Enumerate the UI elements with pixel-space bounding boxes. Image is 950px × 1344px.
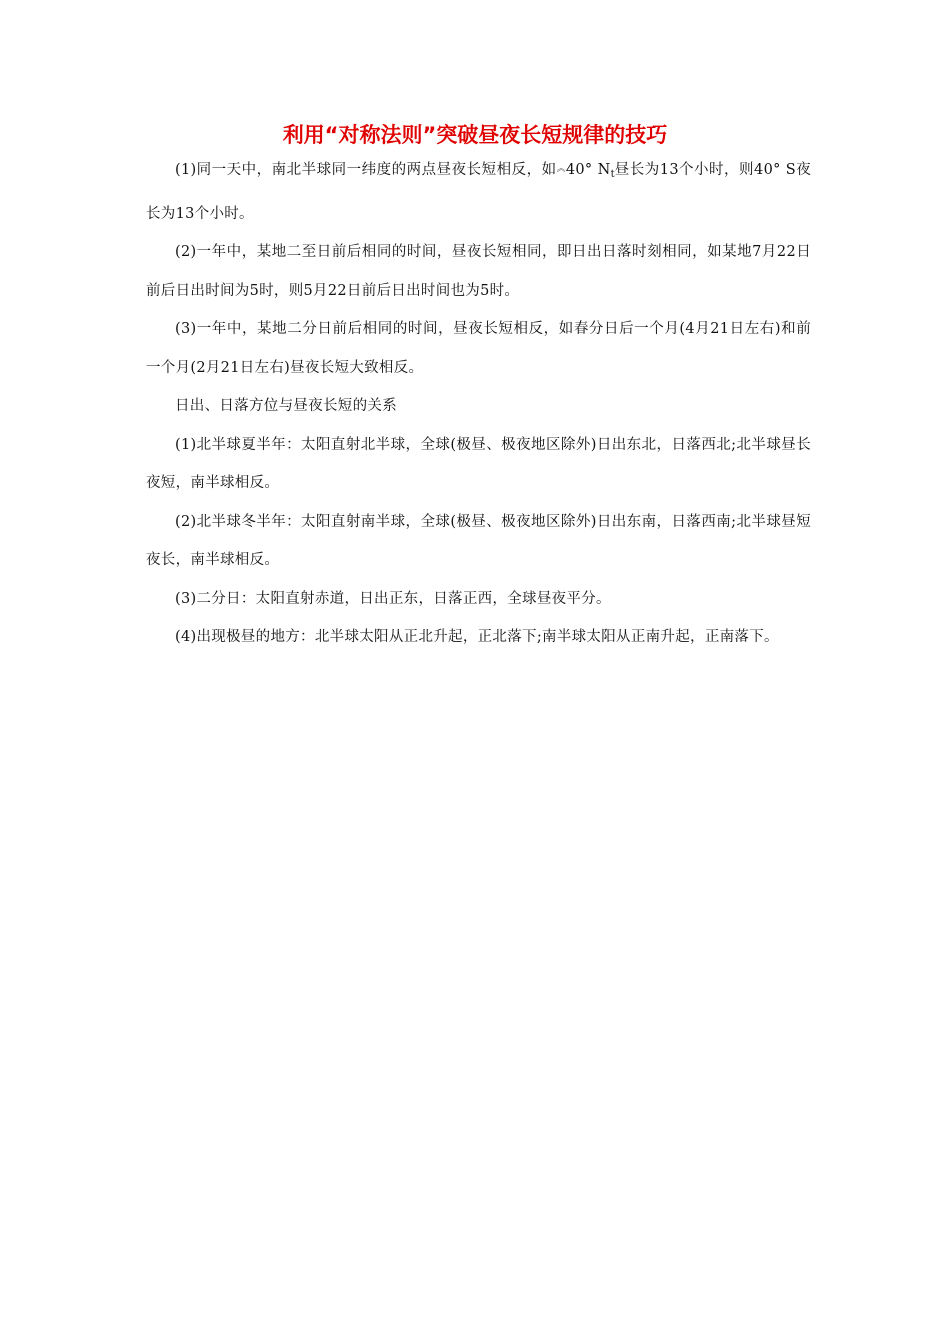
paragraph-1-text-a: (1)同一天中，南北半球同一纬度的两点昼夜长短相反，如 [175,162,557,178]
paragraph-6: (2)北半球冬半年：太阳直射南半球，全球(极昼、极夜地区除外)日出东南，日落西南;北半球昼短夜长，南半球相反。 [146,513,811,568]
paragraph-1 [146,150,811,233]
paragraph-7: (3)二分日：太阳直射赤道，日出正东，日落正西，全球昼夜平分。 [175,590,611,607]
section-heading: 日出、日落方位与昼夜长短的关系 [175,398,397,414]
paragraph-2: (2)一年中，某地二至日前后相同的时间，昼夜长短相同，即日出日落时刻相同，如某地7月22日前后日出时间为5时，则5月22日前后日出时间也为5时。 [146,244,811,299]
document-body [146,150,811,657]
paragraph-5: (1)北半球夏半年：太阳直射北半球，全球(极昼、极夜地区除外)日出东北，日落西北;北半球昼长夜短，南半球相反。 [146,436,811,491]
paragraph-3: (3)一年中，某地二分日前后相同的时间，昼夜长短相反，如春分日后一个月(4月21日左右)和前一个月(2月21日左右)昼夜长短大致相反。 [146,321,811,376]
scan-artifact-subscript: t [610,169,615,180]
scan-artifact-mark: ︽ [556,164,566,174]
paragraph-1-text-c: 昼长为13个小时，则40° S夜长为13个小时。 [146,162,811,222]
paragraph-1-text-b: 40° N [565,162,611,178]
paragraph-8: (4)出现极昼的地方：北半球太阳从正北升起，正北落下;南半球太阳从正南升起，正南落下。 [175,629,779,645]
document-title: 利用“对称法则”突破昼夜长短规律的技巧 [282,123,668,147]
